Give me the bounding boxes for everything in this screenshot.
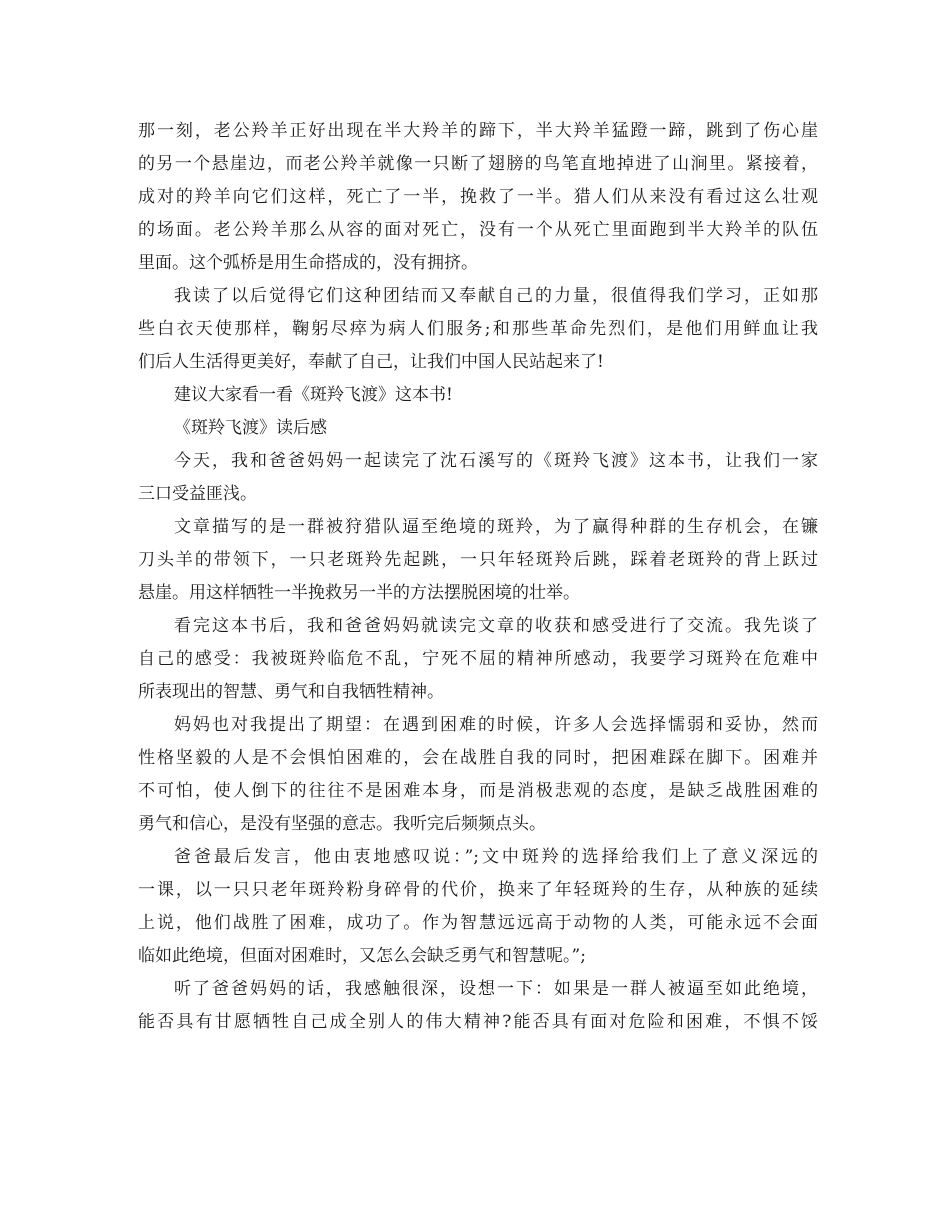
text-line: 那一刻，老公羚羊正好出现在半大羚羊的蹄下，半大羚羊猛蹬一蹄，跳到了伤心崖 [138, 121, 818, 141]
text-line: 悬崖。用这样牺牲一半挽救另一半的方法摆脱困境的壮举。 [138, 583, 580, 603]
text-line: 刀头羊的带领下，一只老斑羚先起跳，一只年轻斑羚后跳，踩着老斑羚的背上跃过 [138, 550, 818, 570]
document-body [138, 115, 818, 1039]
text-line: 看完这本书后，我和爸爸妈妈就读完文章的收获和感受进行了交流。我先谈了 [174, 616, 818, 636]
text-line: 我读了以后觉得它们这种团结而又奉献自己的力量，很值得我们学习，正如那 [174, 286, 818, 306]
text-line: 的场面。老公羚羊那么从容的面对死亡，没有一个从死亡里面跑到半大羚羊的队伍 [138, 220, 818, 240]
text-line: 自己的感受：我被斑羚临危不乱，宁死不屈的精神所感动，我要学习斑羚在危难中 [138, 649, 818, 669]
text-line: 成对的羚羊向它们这样，死亡了一半，挽救了一半。猎人们从来没有看过这么壮观 [138, 187, 818, 207]
text-line: 听了爸爸妈妈的话，我感触很深，设想一下：如果是一群人被逼至如此绝境， [174, 979, 818, 999]
text-line: 里面。这个弧桥是用生命搭成的，没有拥挤。 [138, 253, 478, 273]
text-line: 能否具有甘愿牺牲自己成全别人的伟大精神?能否具有面对危险和困难，不惧不馁 [138, 1012, 818, 1032]
text-line: 三口受益匪浅。 [138, 484, 257, 504]
section-title: 《斑羚飞渡》读后感 [174, 418, 327, 438]
text-line: 文章描写的是一群被狩猎队逼至绝境的斑羚，为了赢得种群的生存机会，在镰 [174, 517, 818, 537]
text-line: 性格坚毅的人是不会惧怕困难的，会在战胜自我的同时，把困难踩在脚下。困难并 [138, 748, 818, 768]
text-line: 些白衣天使那样，鞠躬尽瘁为病人们服务;和那些革命先烈们，是他们用鲜血让我 [138, 319, 818, 339]
text-line: 爸爸最后发言，他由衷地感叹说：”;文中斑羚的选择给我们上了意义深远的 [174, 847, 818, 867]
text-line: 一课，以一只只老年斑羚粉身碎骨的代价，换来了年轻斑羚的生存，从种族的延续 [138, 880, 818, 900]
text-line: 的另一个悬崖边，而老公羚羊就像一只断了翅膀的鸟笔直地掉进了山涧里。紧接着， [138, 154, 818, 174]
text-line: 不可怕，使人倒下的往往不是困难本身，而是消极悲观的态度，是缺乏战胜困难的 [138, 781, 818, 801]
text-line: 妈妈也对我提出了期望：在遇到困难的时候，许多人会选择懦弱和妥协，然而 [174, 715, 818, 735]
text-line: 上说，他们战胜了困难，成功了。作为智慧远远高于动物的人类，可能永远不会面 [138, 913, 818, 933]
text-line: 勇气和信心，是没有坚强的意志。我听完后频频点头。 [138, 814, 546, 834]
text-line: 们后人生活得更美好，奉献了自己，让我们中国人民站起来了! [138, 352, 604, 372]
text-line: 建议大家看一看《斑羚飞渡》这本书! [174, 385, 453, 405]
text-line: 临如此绝境，但面对困难时，又怎么会缺乏勇气和智慧呢。”; [138, 946, 586, 966]
text-line: 所表现出的智慧、勇气和自我牺牲精神。 [138, 682, 444, 702]
text-line: 今天，我和爸爸妈妈一起读完了沈石溪写的《斑羚飞渡》这本书，让我们一家 [174, 451, 818, 471]
